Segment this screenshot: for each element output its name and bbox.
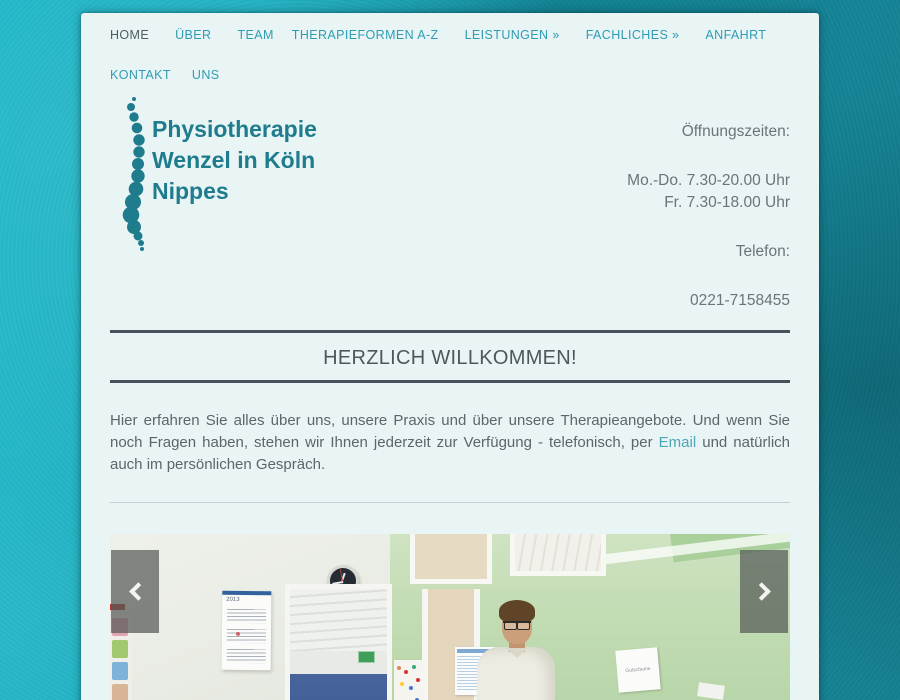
main-nav-row2 <box>110 68 220 82</box>
nav-item-anfahrt[interactable]: ANFAHRT <box>705 28 767 42</box>
gutscheine-label: Gutscheine <box>625 665 651 675</box>
photo-wall-calendar <box>222 591 272 670</box>
site-title-line1: Physiotherapie <box>152 116 317 142</box>
prev-slide-button[interactable] <box>111 550 159 633</box>
next-slide-button[interactable] <box>740 550 788 633</box>
spine-logo-icon[interactable] <box>111 95 151 255</box>
opening-hours-friday: Fr. 7.30-18.00 Uhr <box>664 194 790 211</box>
nav-item-ueber[interactable]: ÜBER <box>175 28 212 42</box>
opening-hours-weekdays: Mo.-Do. 7.30-20.00 Uhr <box>627 172 790 189</box>
photo-transom-window-2 <box>510 534 606 576</box>
main-nav-row1 <box>110 28 766 42</box>
phone-number: 0221-7158455 <box>690 292 790 309</box>
opening-hours-label: Öffnungszeiten: <box>681 123 790 140</box>
content-box <box>81 13 819 700</box>
section-separator <box>110 502 790 503</box>
welcome-heading: HERZLICH WILLKOMMEN! <box>323 347 577 369</box>
nav-item-kontakt[interactable]: KONTAKT <box>110 68 171 82</box>
therapist-hair <box>499 600 535 622</box>
nav-item-fachliches[interactable]: FACHLICHES » <box>585 28 680 42</box>
nav-item-home[interactable]: HOME <box>110 28 150 42</box>
chevron-right-icon <box>752 582 770 600</box>
intro-text-after: und natürlich auch im persönlichen Gespräch. <box>110 434 790 473</box>
photo-transom-window-1 <box>410 534 492 584</box>
therapist-glasses <box>503 621 531 627</box>
image-slider <box>110 534 790 700</box>
divider-bottom <box>110 380 790 383</box>
site-title-line2: Wenzel in Köln <box>152 147 316 173</box>
site-title-line3: Nippes <box>152 178 229 204</box>
nav-item-therapieformen[interactable]: THERAPIEFORMEN A-Z <box>291 28 439 42</box>
contact-info-block <box>627 121 790 312</box>
calendar-year: 2013 <box>226 596 240 603</box>
intro-text-before: Hier erfahren Sie alles über uns, unsere Praxis und über unsere Therapieangebote. Und wenn Sie noch Fragen haben, stehen wir Ihnen jederzeit zur Verfügung - telefonisch, per <box>110 412 790 451</box>
phone-label: Telefon: <box>735 243 790 260</box>
site-title[interactable] <box>152 114 362 207</box>
chevron-left-icon <box>129 582 147 600</box>
exit-sign-icon <box>358 651 375 663</box>
divider-top <box>110 330 790 333</box>
nav-item-team[interactable]: TEAM <box>237 28 274 42</box>
email-link[interactable]: Email <box>658 434 697 451</box>
photo-doorway <box>285 584 392 700</box>
photo-gutscheine-sheet <box>615 647 661 693</box>
intro-paragraph <box>110 410 790 476</box>
nav-item-uns[interactable]: UNS <box>191 68 220 82</box>
photo-sticker-chart <box>394 660 424 700</box>
nav-item-leistungen[interactable]: LEISTUNGEN » <box>464 28 560 42</box>
